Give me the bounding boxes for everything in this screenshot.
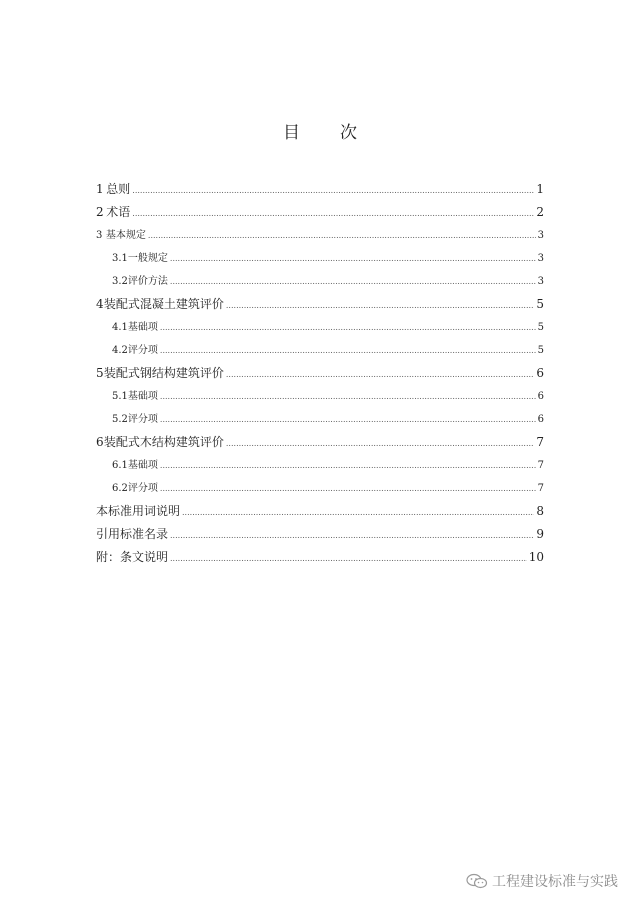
toc-entry[interactable] — [96, 431, 544, 454]
toc-leader — [226, 294, 534, 317]
toc-leader — [226, 363, 534, 386]
toc-label: 一般规定 — [127, 253, 168, 264]
toc-page: 9 — [536, 527, 544, 541]
toc-entry[interactable] — [96, 454, 544, 477]
toc-entry[interactable] — [96, 201, 544, 224]
toc-leader — [160, 454, 536, 477]
wechat-icon — [466, 873, 488, 889]
toc-number: 5.2 — [112, 414, 128, 425]
toc-page: 8 — [536, 504, 544, 518]
toc-number: 4 — [96, 297, 104, 311]
toc-label: 装配式木结构建筑评价 — [103, 435, 224, 449]
toc-page: 6 — [537, 414, 544, 425]
toc-entry[interactable] — [96, 500, 544, 523]
title-first-char: 目 — [283, 123, 300, 143]
toc-page: 3 — [537, 253, 544, 264]
toc-number: 3.1 — [112, 253, 128, 264]
toc-number: 6.1 — [112, 460, 128, 471]
toc-leader — [226, 432, 534, 455]
toc-entry[interactable] — [96, 408, 544, 431]
toc-label: 基础项 — [127, 322, 158, 333]
toc-label: 基础项 — [127, 460, 158, 471]
toc-entry[interactable] — [96, 178, 544, 201]
toc-page: 1 — [536, 182, 544, 196]
toc-label: 评分项 — [127, 414, 158, 425]
toc-entry[interactable] — [96, 385, 544, 408]
toc-entry[interactable] — [96, 477, 544, 500]
toc-entry[interactable] — [96, 224, 544, 247]
watermark-text: 工程建设标准与实践 — [492, 874, 618, 890]
toc-entry[interactable] — [96, 523, 544, 546]
toc-label: 总则 — [106, 182, 131, 196]
toc-label: 基础项 — [127, 391, 158, 402]
toc-page: 3 — [537, 230, 544, 241]
toc-entry[interactable] — [96, 339, 544, 362]
toc-page: 10 — [528, 550, 544, 564]
toc-number: 6.2 — [112, 483, 128, 494]
toc-label: 附：条文说明 — [96, 550, 169, 564]
toc-page: 2 — [536, 205, 544, 219]
toc-label: 评分项 — [127, 345, 158, 356]
toc-number: 6 — [96, 435, 104, 449]
page-title — [0, 118, 640, 143]
toc-entry[interactable] — [96, 247, 544, 270]
toc-page: 6 — [536, 366, 544, 380]
toc-page: 7 — [537, 460, 544, 471]
toc-leader — [170, 270, 536, 293]
title-second-char: 次 — [340, 123, 357, 143]
toc-page: 5 — [537, 322, 544, 333]
toc-page: 6 — [537, 391, 544, 402]
toc-leader — [170, 524, 534, 547]
toc-number: 4.1 — [112, 322, 128, 333]
toc-leader — [170, 547, 527, 570]
toc-number: 5 — [96, 366, 104, 380]
table-of-contents — [96, 178, 544, 569]
toc-entry[interactable] — [96, 293, 544, 316]
toc-label: 评价方法 — [127, 276, 168, 287]
toc-number: 5.1 — [112, 391, 128, 402]
toc-leader — [160, 385, 536, 408]
toc-label: 装配式混凝土建筑评价 — [103, 297, 224, 311]
toc-leader — [132, 179, 534, 202]
toc-number: 3 — [96, 230, 103, 241]
toc-label: 评分项 — [127, 483, 158, 494]
toc-leader — [160, 316, 536, 339]
toc-label: 本标准用词说明 — [96, 504, 181, 518]
toc-entry[interactable] — [96, 546, 544, 569]
toc-leader — [160, 339, 536, 362]
watermark — [466, 871, 618, 891]
toc-entry[interactable] — [96, 316, 544, 339]
toc-label: 基本规定 — [105, 230, 146, 241]
toc-number: 3.2 — [112, 276, 128, 287]
toc-page: 5 — [537, 345, 544, 356]
toc-label: 术语 — [106, 205, 131, 219]
toc-leader — [148, 224, 536, 247]
toc-leader — [160, 408, 536, 431]
toc-label: 引用标准名录 — [96, 527, 169, 541]
toc-number: 1 — [96, 182, 104, 196]
toc-number: 4.2 — [112, 345, 128, 356]
toc-page: 3 — [537, 276, 544, 287]
toc-leader — [160, 477, 536, 500]
toc-page: 5 — [536, 297, 544, 311]
toc-leader — [170, 247, 536, 270]
toc-leader — [132, 202, 534, 225]
toc-page: 7 — [536, 435, 544, 449]
toc-number: 2 — [96, 205, 104, 219]
toc-entry[interactable] — [96, 362, 544, 385]
toc-page: 7 — [537, 483, 544, 494]
toc-label: 装配式钢结构建筑评价 — [103, 366, 224, 380]
toc-entry[interactable] — [96, 270, 544, 293]
toc-leader — [182, 501, 534, 524]
